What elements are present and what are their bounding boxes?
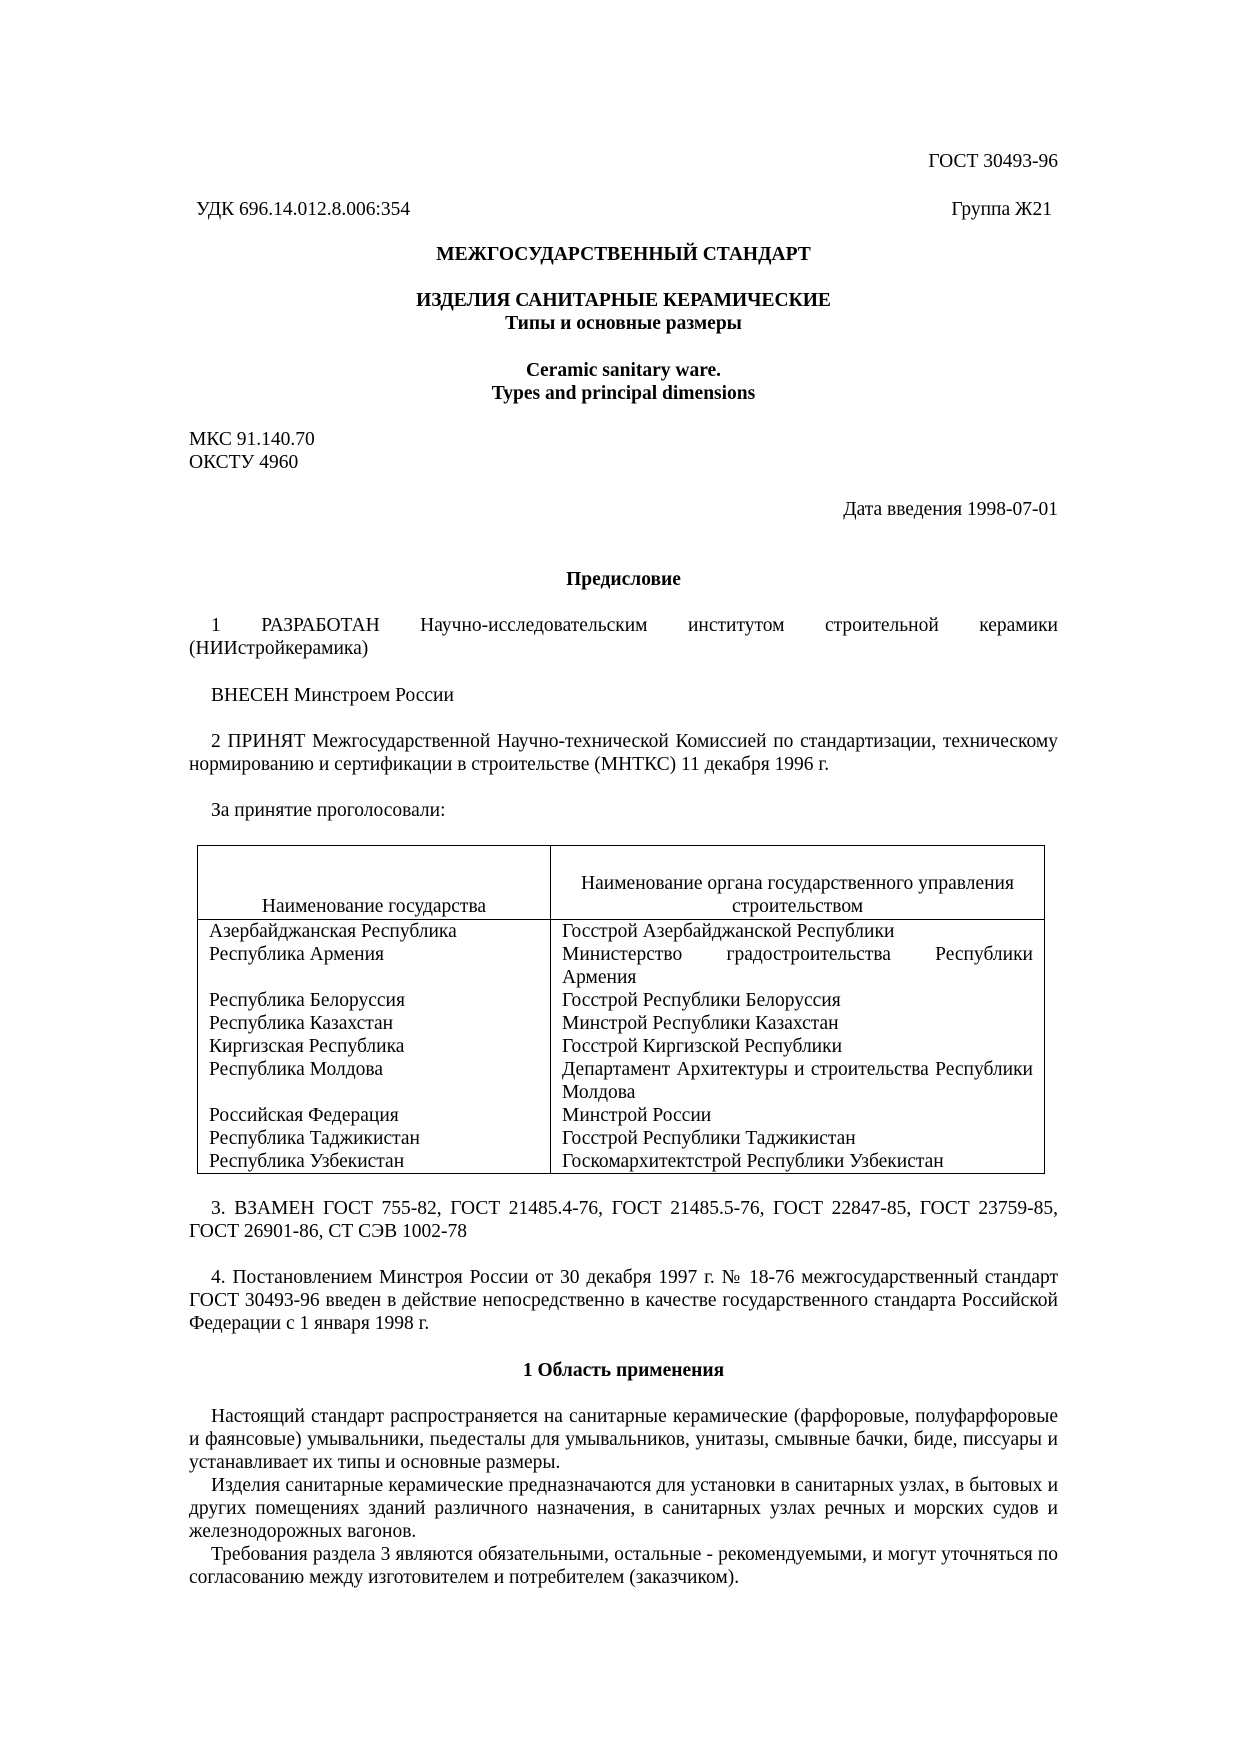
foreword-item-1-cont: (НИИстройкерамика) [189,638,369,659]
table-row [198,1150,1045,1174]
table-row [198,1104,1045,1127]
table-row [198,989,1045,1012]
group-code: Группа Ж21 [951,199,1052,220]
section-1-paragraph-3: Требования раздела 3 являются обязательными, остальные - рекомендуемыми, и могут уточняться по согласованию между изготовителем и потребителем (заказчиком). [189,1544,1058,1588]
authority-cell: Министерство градостроительства Республики Армения [551,943,1045,989]
table-row [198,1058,1045,1104]
state-cell: Киргизская Республика [198,1035,551,1058]
gost-number: ГОСТ 30493-96 [928,151,1058,172]
udk-code: УДК 696.14.012.8.006:354 [196,199,411,220]
section-1-paragraph-2: Изделия санитарные керамические предназначаются для установки в санитарных узлах, в бытовых и других помещениях зданий различного назначения, в санитарных узлах речных и морских судов и железнодорожных вагонов. [189,1475,1058,1542]
standard-type: МЕЖГОСУДАРСТВЕННЫЙ СТАНДАРТ [436,244,811,265]
mks-code: МКС 91.140.70 [189,429,315,450]
state-cell: Республика Молдова [198,1058,551,1104]
state-cell: Республика Таджикистан [198,1127,551,1150]
okstu-code: ОКСТУ 4960 [189,452,299,473]
authority-cell: Госстрой Азербайджанской Республики [551,920,1045,944]
authority-cell: Госкомархитектстрой Республики Узбекистан [551,1150,1045,1174]
authority-cell: Госстрой Республики Таджикистан [551,1127,1045,1150]
state-cell: Российская Федерация [198,1104,551,1127]
authority-cell: Минстрой Республики Казахстан [551,1012,1045,1035]
foreword-voted: За принятие проголосовали: [211,800,446,821]
state-cell: Республика Армения [198,943,551,989]
authority-cell: Минстрой России [551,1104,1045,1127]
foreword-item-3: 3. ВЗАМЕН ГОСТ 755-82, ГОСТ 21485.4-76, ГОСТ 21485.5-76, ГОСТ 22847-85, ГОСТ 23759-85, ГОСТ 26901-86, СТ СЭВ 1002-78 [189,1198,1058,1242]
table-row [198,1127,1045,1150]
section-1-paragraph-1: Настоящий стандарт распространяется на санитарные керамические (фарфоровые, полуфарфоровые и фаянсовые) умывальники, пьедесталы для умывальников, унитазы, смывные бачки, биде, писсуары и устанавливает их типы и основные размеры. [189,1406,1058,1473]
foreword-heading: Предисловие [566,569,681,590]
introduction-date: Дата введения 1998-07-01 [843,499,1058,520]
state-cell: Республика Казахстан [198,1012,551,1035]
column-header-state: Наименование государства [198,846,551,920]
table-row [198,943,1045,989]
voting-states-table [197,845,1045,1174]
foreword-item-2: 2 ПРИНЯТ Межгосударственной Научно-технической Комиссией по стандартизации, техническому нормированию и сертификации в строительстве (МНТКС) 11 декабря 1996 г. [189,731,1058,775]
standard-subtitle: Типы и основные размеры [505,313,742,334]
table-row [198,1012,1045,1035]
authority-cell: Госстрой Киргизской Республики [551,1035,1045,1058]
state-cell: Республика Узбекистан [198,1150,551,1174]
foreword-item-1: 1 РАЗРАБОТАН Научно-исследовательским институтом строительной керамики [211,615,1058,636]
state-cell: Республика Белоруссия [198,989,551,1012]
column-header-body: Наименование органа государственного управления строительством [551,846,1045,920]
standard-subtitle-en: Types and principal dimensions [491,383,756,404]
foreword-item-4: 4. Постановлением Минстроя России от 30 декабря 1997 г. № 18-76 межгосударственный стандарт ГОСТ 30493-96 введен в действие непосредственно в качестве государственного стандарта Российской Федерации с 1 января 1998 г. [189,1267,1058,1334]
state-cell: Азербайджанская Республика [198,920,551,944]
authority-cell: Департамент Архитектуры и строительства Республики Молдова [551,1058,1045,1104]
foreword-introduced-by: ВНЕСЕН Минстроем России [211,685,454,706]
table-header-row [198,846,1045,920]
standard-title-en: Ceramic sanitary ware. [525,360,722,381]
table-row [198,920,1045,944]
standard-title: ИЗДЕЛИЯ САНИТАРНЫЕ КЕРАМИЧЕСКИЕ [416,290,831,311]
authority-cell: Госстрой Республики Белоруссия [551,989,1045,1012]
section-1-heading: 1 Область применения [522,1360,725,1381]
table-row [198,1035,1045,1058]
